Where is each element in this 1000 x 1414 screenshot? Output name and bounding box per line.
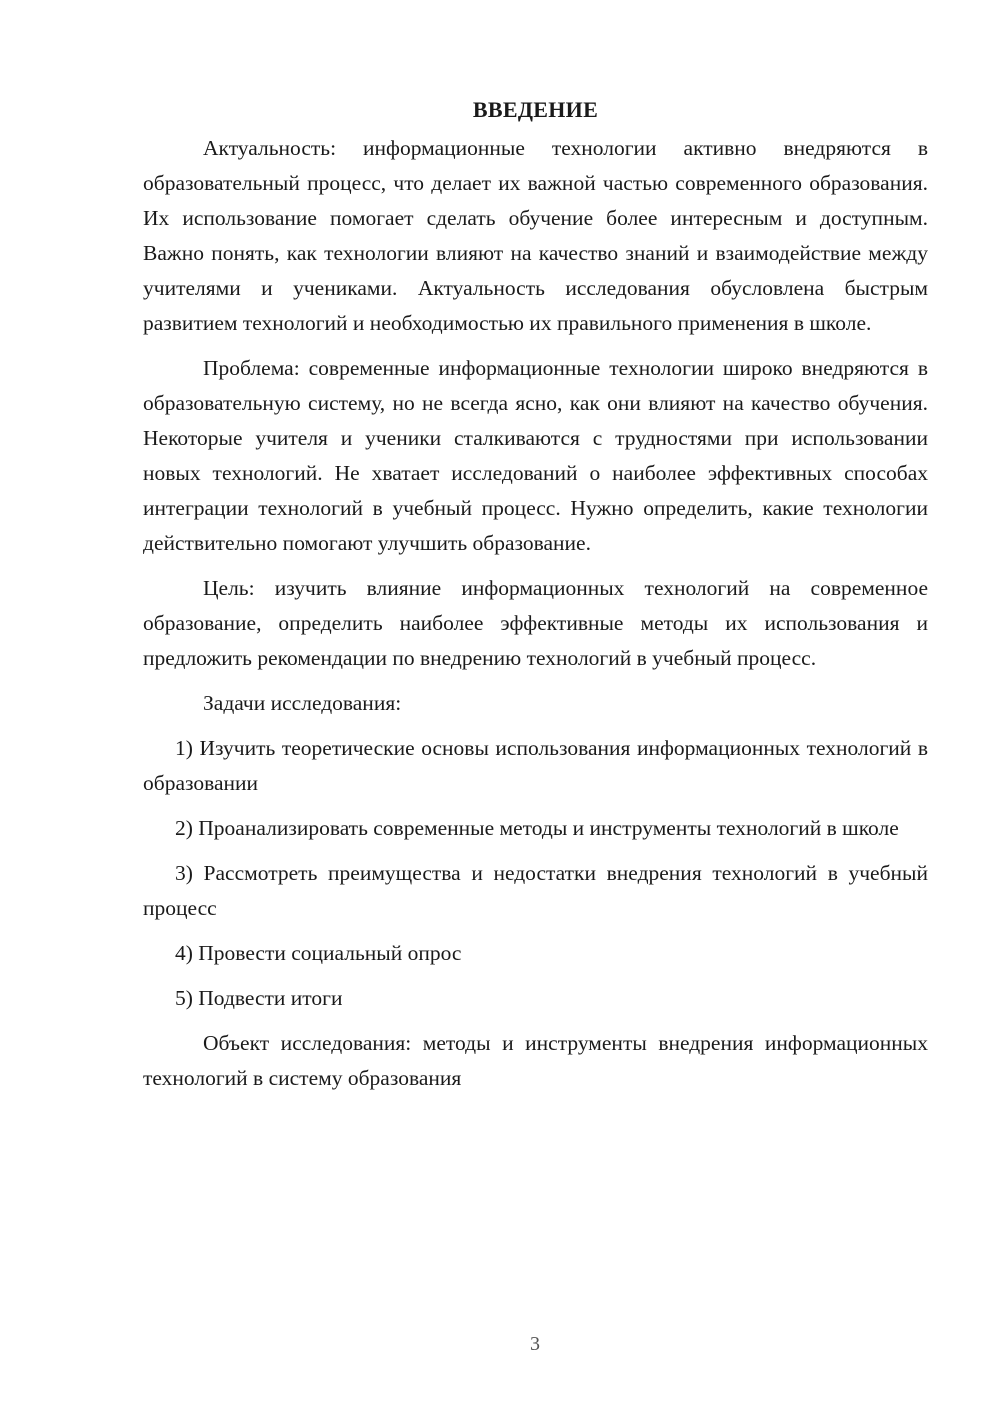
tasks-heading: Задачи исследования:	[203, 691, 402, 715]
paragraph-problem: Проблема: современные информационные технологии широко внедряются в образовательную систему, но не всегда ясно, как они влияют на качество обучения. Некоторые учителя и ученики сталкиваются с трудностями при использовании новых технологий. Не хватает исследований о наиболее эффективных способах интеграции технологий в учебный процесс. Нужно определить, какие технологии действительно помогают улучшить образование.	[143, 356, 928, 555]
page-number: 3	[530, 1333, 540, 1355]
document-title: ВВЕДЕНИЕ	[472, 97, 599, 122]
task-item-4: 4) Провести социальный опрос	[175, 941, 462, 965]
document-page	[143, 92, 928, 1096]
task-item-2: 2) Проанализировать современные методы и инструменты технологий в школе	[175, 816, 899, 840]
task-item-1: 1) Изучить теоретические основы использования информационных технологий в образовании	[143, 736, 928, 795]
paragraph-relevance: Актуальность: информационные технологии активно внедряются в образовательный процесс, что делает их важной частью современного образования. Их использование помогает сделать обучение более интересным и доступным. Важно понять, как технологии влияют на качество знаний и взаимодействие между учителями и учениками. Актуальность исследования обусловлена быстрым развитием технологий и необходимостью их правильного применения в школе.	[143, 136, 928, 335]
paragraph-object: Объект исследования: методы и инструменты внедрения информационных технологий в систему образования	[143, 1031, 928, 1090]
task-item-3: 3) Рассмотреть преимущества и недостатки внедрения технологий в учебный процесс	[143, 861, 928, 920]
task-item-5: 5) Подвести итоги	[175, 986, 343, 1010]
paragraph-goal: Цель: изучить влияние информационных технологий на современное образование, определить наиболее эффективные методы их использования и предложить рекомендации по внедрению технологий в учебный процесс.	[143, 576, 928, 670]
